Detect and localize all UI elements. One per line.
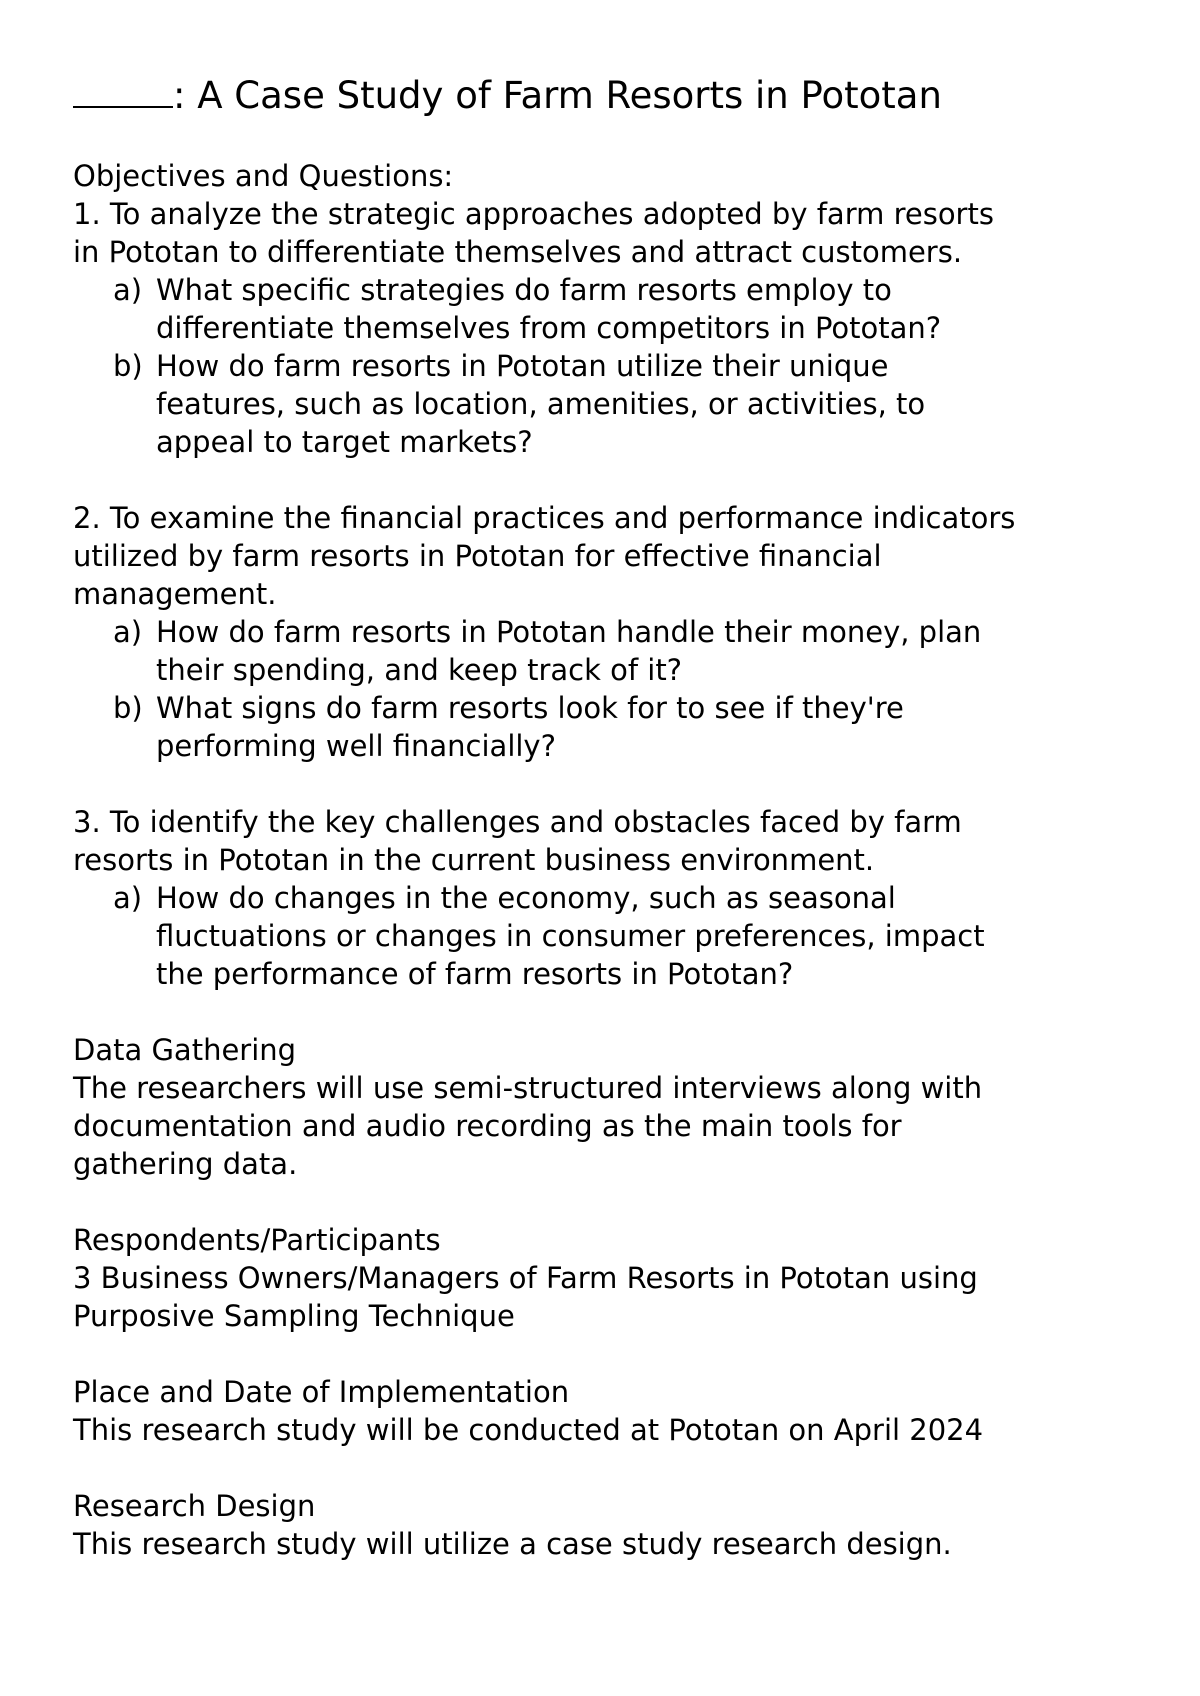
question-text: How do changes in the economy, such as seasonal fluctuations or changes in consumer preferences, impact the performance of farm resorts in Pototan? <box>156 881 985 991</box>
question-marker: a) <box>113 615 143 649</box>
question-item <box>73 613 1163 689</box>
document-title <box>73 72 942 120</box>
section-place-date <box>73 1373 1163 1449</box>
title-text: : A Case Study of Farm Resorts in Pototan <box>173 74 942 117</box>
objective-line: management. <box>73 577 277 611</box>
section-line: 3 Business Owners/Managers of Farm Resorts in Pototan using <box>73 1261 978 1295</box>
question-marker: b) <box>113 349 143 383</box>
section-data-gathering <box>73 1031 1163 1183</box>
question-item <box>73 879 1163 993</box>
paragraph-gap <box>73 993 1163 1031</box>
paragraph-gap <box>73 1449 1163 1487</box>
question-item <box>73 347 1163 461</box>
paragraph-gap <box>73 765 1163 803</box>
question-marker: a) <box>113 881 143 915</box>
objective-3 <box>73 803 1163 993</box>
section-research-design <box>73 1487 1163 1563</box>
section-heading: Data Gathering <box>73 1033 297 1067</box>
question-marker: b) <box>113 691 143 725</box>
objective-line: utilized by farm resorts in Pototan for effective financial <box>73 539 882 573</box>
section-heading: Place and Date of Implementation <box>73 1375 570 1409</box>
objective-line: 2. To examine the financial practices and performance indicators <box>73 501 1016 535</box>
objectives-heading: Objectives and Questions: <box>73 159 454 193</box>
question-text: What signs do farm resorts look for to see if they're performing well financially? <box>156 691 904 763</box>
objective-2 <box>73 499 1163 765</box>
question-text: What specific strategies do farm resorts employ to differentiate themselves from competitors in Pototan? <box>156 273 942 345</box>
section-line: This research study will utilize a case study research design. <box>73 1527 952 1561</box>
section-line: documentation and audio recording as the main tools for <box>73 1109 902 1143</box>
paragraph-gap <box>73 1183 1163 1221</box>
objective-line: 1. To analyze the strategic approaches adopted by farm resorts <box>73 197 994 231</box>
document-body <box>73 157 1163 1563</box>
title-blank <box>73 76 173 108</box>
objective-line: in Pototan to differentiate themselves and attract customers. <box>73 235 963 269</box>
section-line: This research study will be conducted at Pototan on April 2024 <box>73 1413 984 1447</box>
question-text: How do farm resorts in Pototan utilize their unique features, such as location, amenities, or activities, to appeal to target markets? <box>156 349 926 459</box>
objective-line: 3. To identify the key challenges and obstacles faced by farm <box>73 805 962 839</box>
section-respondents <box>73 1221 1163 1335</box>
section-heading: Respondents/Participants <box>73 1223 441 1257</box>
section-line: The researchers will use semi-structured interviews along with <box>73 1071 983 1105</box>
section-line: gathering data. <box>73 1147 298 1181</box>
question-text: How do farm resorts in Pototan handle their money, plan their spending, and keep track of it? <box>156 615 982 687</box>
objective-line: resorts in Pototan in the current business environment. <box>73 843 875 877</box>
section-line: Purposive Sampling Technique <box>73 1299 515 1333</box>
question-item <box>73 689 1163 765</box>
objective-1 <box>73 195 1163 461</box>
question-marker: a) <box>113 273 143 307</box>
paragraph-gap <box>73 461 1163 499</box>
paragraph-gap <box>73 1335 1163 1373</box>
question-item <box>73 271 1163 347</box>
section-heading: Research Design <box>73 1489 316 1523</box>
